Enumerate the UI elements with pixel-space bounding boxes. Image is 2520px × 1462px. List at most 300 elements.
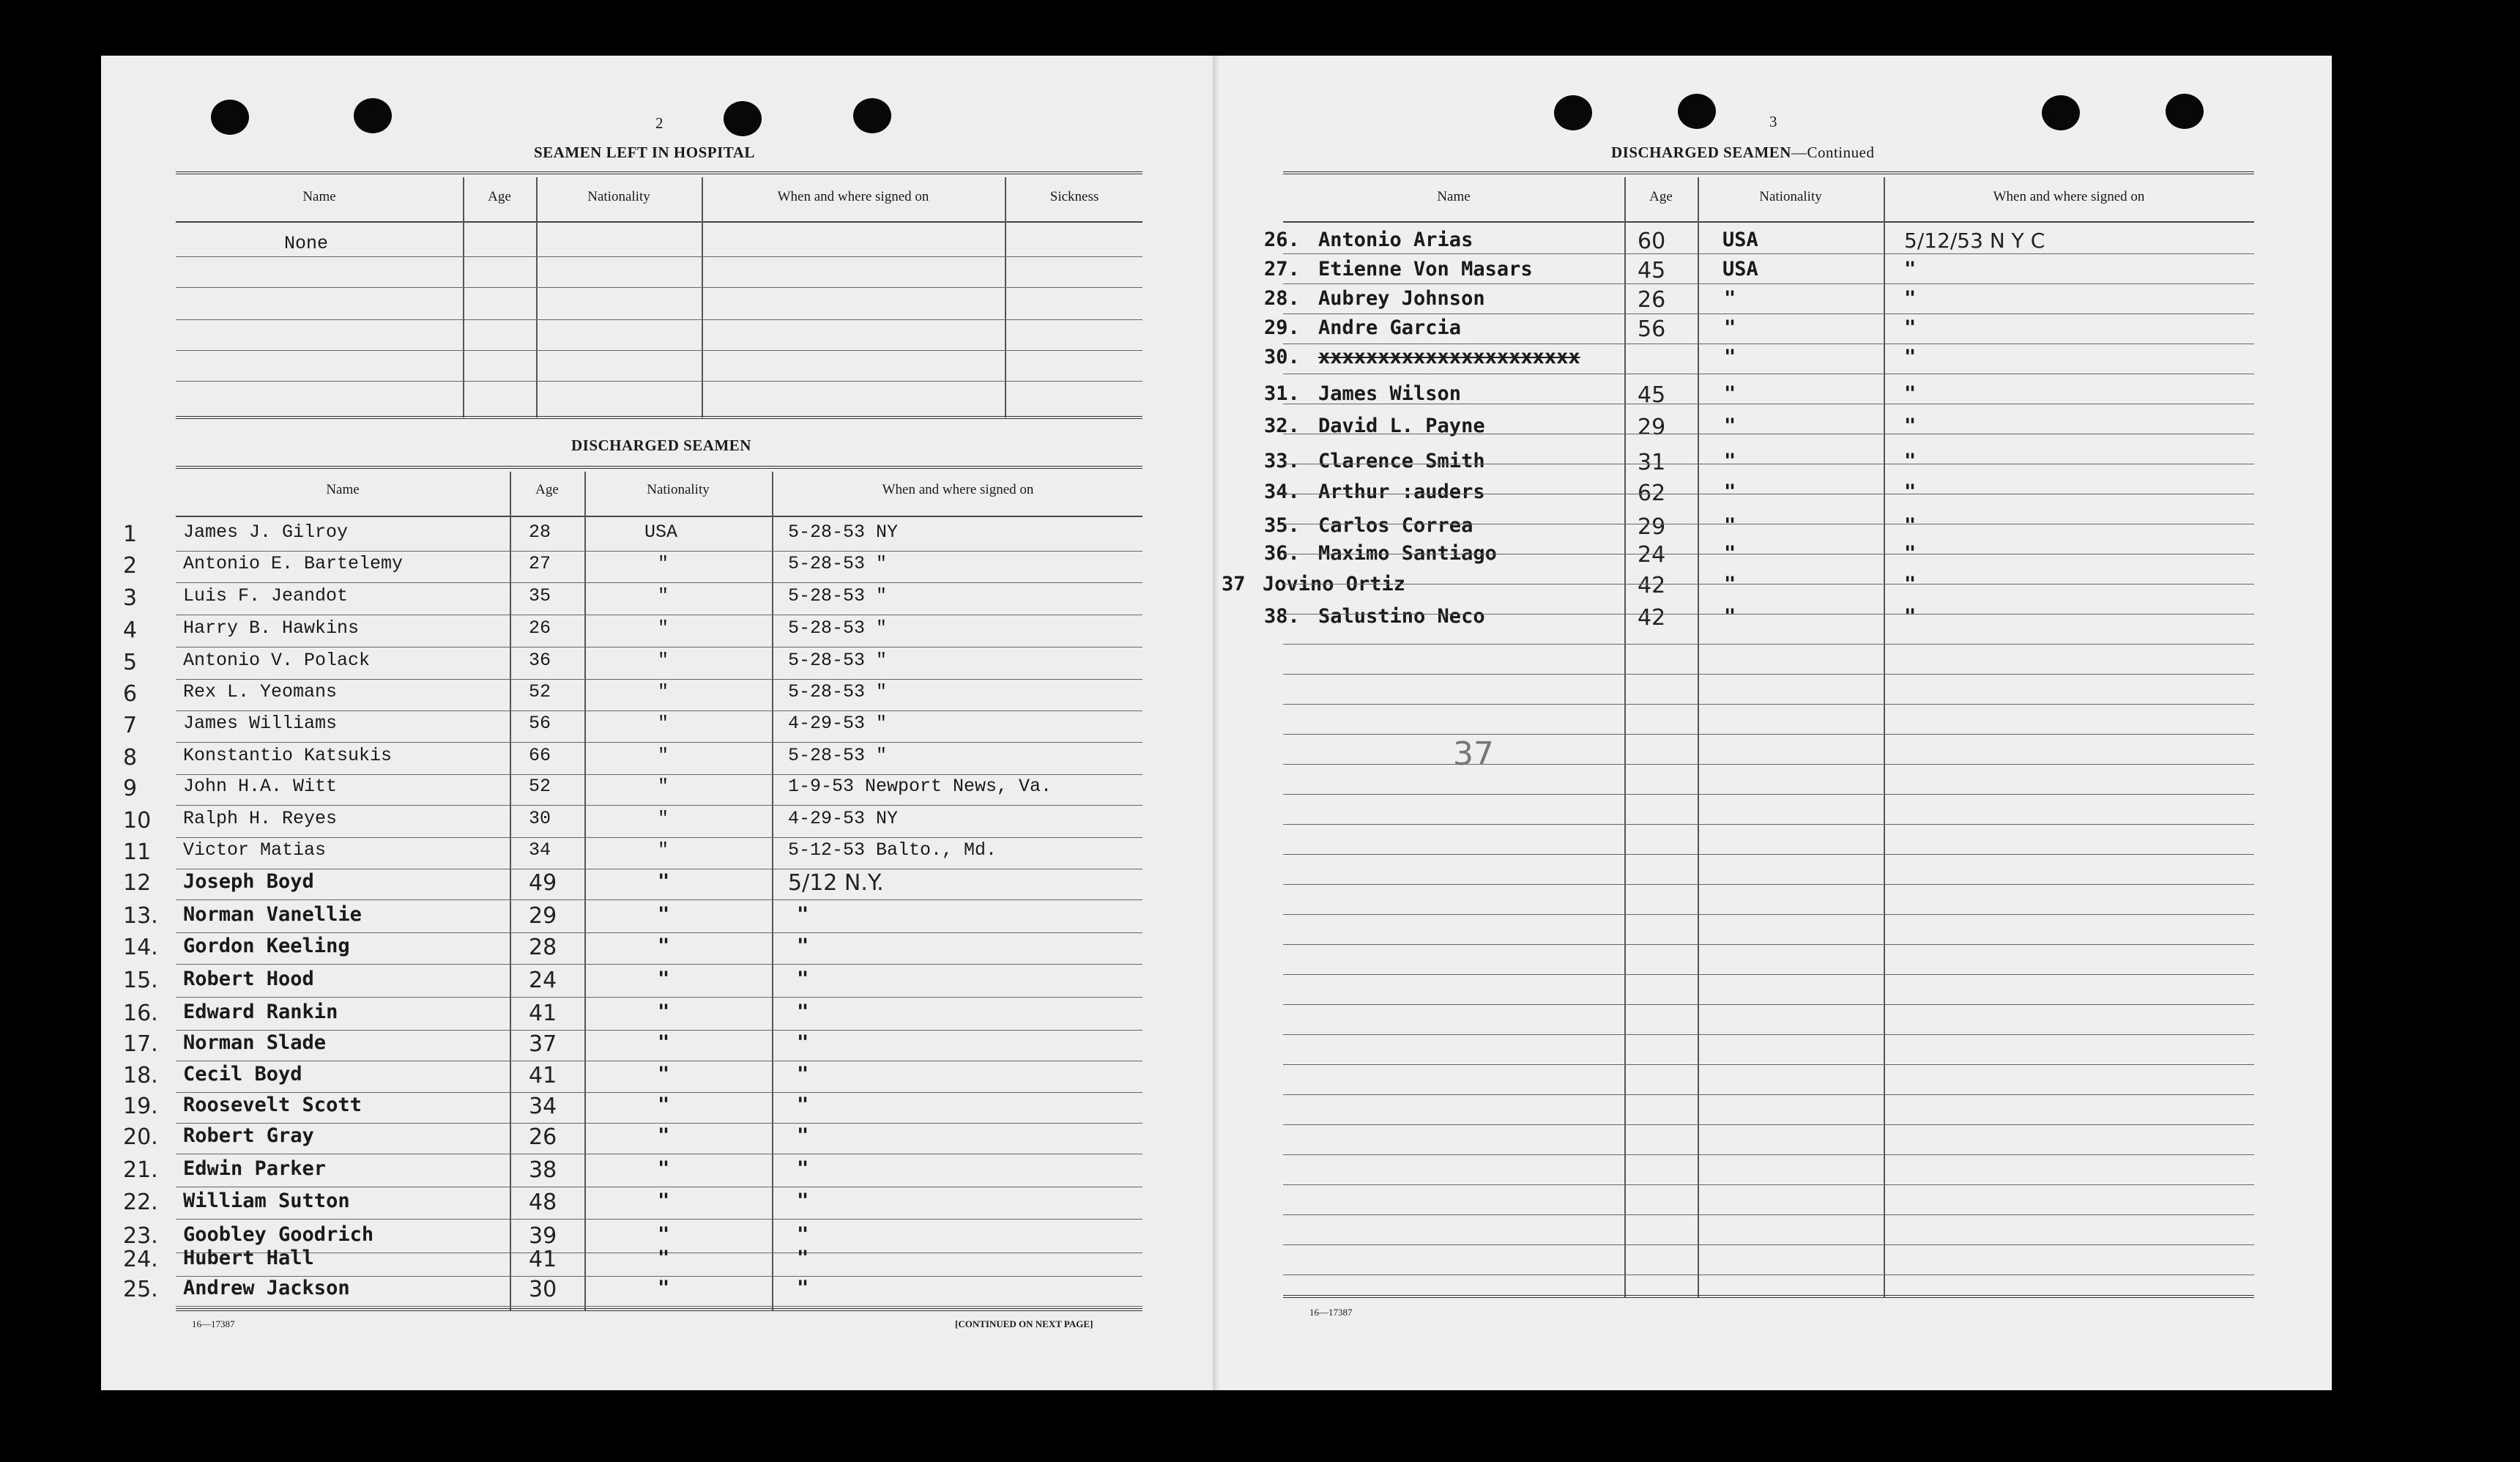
seaman-age: 39 bbox=[529, 1223, 557, 1249]
seaman-name: Antonio Arias bbox=[1318, 229, 1473, 251]
title-text: DISCHARGED SEAMEN bbox=[1611, 144, 1791, 161]
seaman-age: 41 bbox=[529, 1247, 557, 1272]
seaman-name: Cecil Boyd bbox=[183, 1063, 302, 1086]
row-line bbox=[1283, 1124, 2254, 1125]
seaman-age: 29 bbox=[529, 903, 557, 929]
table-row bbox=[0, 1247, 1172, 1273]
punch-hole bbox=[2166, 94, 2204, 129]
seaman-nationality: USA bbox=[644, 522, 678, 543]
seaman-nationality: " bbox=[658, 1247, 670, 1269]
right-page bbox=[1219, 56, 2332, 1390]
seaman-name: Jovino Ortiz bbox=[1263, 573, 1406, 595]
row-line bbox=[176, 710, 1142, 711]
seaman-name: Norman Slade bbox=[183, 1031, 327, 1054]
seaman-nationality: " bbox=[658, 1157, 670, 1180]
row-line bbox=[1283, 1184, 2254, 1185]
column-header: Name bbox=[326, 482, 360, 497]
signed-on: 1-9-53 Newport News, Va. bbox=[788, 776, 1052, 797]
signed-on: " bbox=[797, 1063, 809, 1086]
table-row bbox=[0, 346, 2520, 372]
signed-on: " bbox=[1904, 480, 1917, 503]
seaman-nationality: USA bbox=[1722, 258, 1758, 281]
row-number: 36. bbox=[1264, 542, 1300, 565]
row-number: 18. bbox=[123, 1063, 158, 1088]
table-row bbox=[0, 808, 1172, 834]
seaman-nationality: " bbox=[1724, 346, 1736, 368]
row-number: 20. bbox=[123, 1124, 158, 1150]
seaman-age: 26 bbox=[529, 617, 551, 639]
row-number: 8 bbox=[123, 745, 138, 771]
column-header: Nationality bbox=[1759, 189, 1822, 204]
row-number: 25. bbox=[123, 1277, 158, 1302]
row-number: 12 bbox=[123, 870, 152, 896]
seaman-name: Goobley Goodrich bbox=[183, 1223, 374, 1246]
seaman-name: Carlos Correa bbox=[1318, 514, 1473, 537]
punch-hole bbox=[211, 100, 249, 135]
seaman-age: 60 bbox=[1638, 229, 1666, 254]
row-number: 26. bbox=[1264, 229, 1300, 251]
row-line bbox=[1283, 884, 2254, 885]
seaman-age: 45 bbox=[1638, 258, 1666, 283]
seaman-nationality: " bbox=[658, 808, 669, 829]
seaman-nationality: " bbox=[658, 839, 669, 861]
seaman-age: 49 bbox=[529, 870, 557, 896]
signed-on: 4-29-53 NY bbox=[788, 808, 899, 829]
discharged-continued-title bbox=[1611, 144, 1874, 162]
signed-on: " bbox=[1904, 605, 1917, 628]
signed-on: " bbox=[797, 1223, 809, 1246]
seaman-age: 36 bbox=[529, 650, 551, 671]
seaman-nationality: " bbox=[1724, 605, 1736, 628]
seaman-nationality: " bbox=[658, 1223, 670, 1246]
seaman-name: Antonio E. Bartelemy bbox=[183, 553, 404, 574]
seaman-name: Roosevelt Scott bbox=[183, 1094, 362, 1116]
discharged-title: DISCHARGED SEAMEN bbox=[571, 437, 751, 454]
seaman-name: Robert Gray bbox=[183, 1124, 314, 1147]
row-line bbox=[1283, 1034, 2254, 1035]
row-line bbox=[1283, 313, 2254, 314]
seaman-name: Clarence Smith bbox=[1318, 450, 1485, 472]
tally-note: 37 bbox=[1453, 735, 1494, 773]
seaman-age: 24 bbox=[529, 968, 557, 993]
table-row bbox=[0, 968, 1172, 994]
punch-hole bbox=[1678, 94, 1716, 129]
seaman-nationality: " bbox=[658, 650, 669, 671]
row-line bbox=[1283, 914, 2254, 915]
row-number: 11 bbox=[123, 839, 152, 865]
table-row bbox=[0, 650, 1172, 676]
row-number: 28. bbox=[1264, 287, 1300, 310]
table-row bbox=[0, 1031, 1172, 1058]
hospital-title: SEAMEN LEFT IN HOSPITAL bbox=[534, 144, 755, 161]
signed-on: " bbox=[1904, 542, 1917, 565]
signed-on: 5-28-53 " bbox=[788, 585, 888, 606]
table-row bbox=[0, 1157, 1172, 1184]
column-header: When and where signed on bbox=[882, 482, 1034, 497]
row-line bbox=[1283, 253, 2254, 254]
table-row bbox=[0, 573, 2520, 599]
seaman-age: 26 bbox=[1638, 287, 1666, 313]
row-line bbox=[1283, 854, 2254, 855]
seaman-nationality: " bbox=[658, 1094, 670, 1116]
seaman-name: Etienne Von Masars bbox=[1318, 258, 1533, 281]
row-number: 19. bbox=[123, 1094, 158, 1119]
punch-hole bbox=[354, 98, 392, 133]
seaman-nationality: " bbox=[658, 968, 670, 990]
seaman-nationality: " bbox=[658, 776, 669, 797]
seaman-nationality: " bbox=[658, 903, 670, 926]
row-line bbox=[176, 997, 1142, 998]
seaman-name: Aubrey Johnson bbox=[1318, 287, 1485, 310]
seaman-age: 34 bbox=[529, 839, 551, 861]
signed-on: " bbox=[1904, 382, 1917, 405]
table-rule bbox=[1283, 221, 2254, 223]
row-line bbox=[1283, 283, 2254, 284]
table-row bbox=[0, 903, 1172, 929]
seaman-name: Robert Hood bbox=[183, 968, 314, 990]
seaman-nationality: " bbox=[658, 585, 669, 606]
seaman-nationality: " bbox=[1724, 573, 1736, 595]
row-line bbox=[176, 1092, 1142, 1093]
row-line bbox=[176, 256, 1142, 257]
row-number: 3 bbox=[123, 585, 138, 611]
row-line bbox=[1283, 644, 2254, 645]
row-line bbox=[1283, 584, 2254, 585]
row-number: 24. bbox=[123, 1247, 158, 1272]
form-number: 16—17387 bbox=[1309, 1307, 1353, 1318]
table-row bbox=[0, 935, 1172, 961]
seaman-age: 30 bbox=[529, 808, 551, 829]
seaman-age: 29 bbox=[1638, 415, 1666, 440]
signed-on: " bbox=[797, 1247, 809, 1269]
table-row bbox=[0, 542, 2520, 568]
row-number: 27. bbox=[1264, 258, 1300, 281]
row-number: 35. bbox=[1264, 514, 1300, 537]
seaman-age: 41 bbox=[529, 1063, 557, 1088]
row-line bbox=[176, 381, 1142, 382]
seaman-name: Arthur :auders bbox=[1318, 480, 1485, 503]
seaman-name: Antonio V. Polack bbox=[183, 650, 371, 671]
seaman-name: xxxxxxxxxxxxxxxxxxxxxx bbox=[1318, 346, 1580, 368]
seaman-nationality: " bbox=[658, 1124, 670, 1147]
column-header: Name bbox=[1437, 189, 1471, 204]
row-line bbox=[176, 899, 1142, 900]
punch-hole bbox=[2042, 95, 2080, 130]
seaman-nationality: " bbox=[1724, 382, 1736, 405]
row-number: 14. bbox=[123, 935, 158, 960]
seaman-name: Rex L. Yeomans bbox=[183, 681, 338, 702]
seaman-name: David L. Payne bbox=[1318, 415, 1485, 437]
seaman-nationality: " bbox=[1724, 316, 1736, 339]
seaman-name: Luis F. Jeandot bbox=[183, 585, 349, 606]
seaman-nationality: " bbox=[1724, 450, 1736, 472]
seaman-age: 31 bbox=[1638, 450, 1666, 475]
row-line bbox=[176, 742, 1142, 743]
table-row bbox=[0, 287, 2520, 313]
row-number: 5 bbox=[123, 650, 138, 675]
seaman-nationality: " bbox=[658, 870, 670, 893]
seaman-name: Edwin Parker bbox=[183, 1157, 327, 1180]
row-number: 38. bbox=[1264, 605, 1300, 628]
row-line bbox=[176, 1030, 1142, 1031]
signed-on: " bbox=[1904, 415, 1917, 437]
seaman-nationality: " bbox=[1724, 514, 1736, 537]
seaman-name: John H.A. Witt bbox=[183, 776, 338, 797]
seaman-name: Joseph Boyd bbox=[183, 870, 314, 893]
seaman-nationality: " bbox=[658, 617, 669, 639]
table-row bbox=[0, 382, 2520, 409]
table-row bbox=[0, 1063, 1172, 1089]
row-number: 23. bbox=[123, 1223, 158, 1249]
row-number: 10 bbox=[123, 808, 152, 834]
signed-on: 5-28-53 " bbox=[788, 617, 888, 639]
table-rule bbox=[176, 1308, 1142, 1311]
seaman-age: 37 bbox=[529, 1031, 557, 1057]
row-line bbox=[176, 1219, 1142, 1220]
table-row bbox=[0, 415, 2520, 441]
signed-on: " bbox=[1904, 450, 1917, 472]
signed-on: " bbox=[1904, 346, 1917, 368]
row-line bbox=[1283, 734, 2254, 735]
row-line bbox=[1283, 1154, 2254, 1155]
row-line bbox=[176, 679, 1142, 680]
seaman-nationality: " bbox=[658, 713, 669, 734]
page-number: 3 bbox=[1769, 113, 1777, 130]
column-header: Age bbox=[535, 482, 559, 497]
signed-on: 5-28-53 " bbox=[788, 681, 888, 702]
signed-on: " bbox=[1904, 258, 1917, 281]
row-line bbox=[1283, 1244, 2254, 1245]
row-number: 4 bbox=[123, 617, 138, 643]
signed-on: " bbox=[797, 935, 809, 957]
signed-on: " bbox=[797, 1001, 809, 1023]
row-number: 32. bbox=[1264, 415, 1300, 437]
signed-on: " bbox=[797, 1157, 809, 1180]
row-number: 15. bbox=[123, 968, 158, 993]
signed-on: " bbox=[1904, 573, 1917, 595]
signed-on: " bbox=[1904, 316, 1917, 339]
row-number: 1 bbox=[123, 522, 138, 547]
table-row bbox=[0, 514, 2520, 541]
table-rule bbox=[176, 171, 1142, 174]
row-line bbox=[1283, 824, 2254, 825]
table-rule bbox=[1283, 171, 2254, 174]
seaman-nationality: " bbox=[1724, 542, 1736, 565]
row-number: 21. bbox=[123, 1157, 158, 1183]
seaman-age: 52 bbox=[529, 776, 551, 797]
seaman-age: 41 bbox=[529, 1001, 557, 1026]
seaman-age: 48 bbox=[529, 1190, 557, 1215]
row-line bbox=[1283, 614, 2254, 615]
signed-on: " bbox=[797, 968, 809, 990]
seaman-age: 56 bbox=[529, 713, 551, 734]
row-line bbox=[1283, 1094, 2254, 1095]
seaman-nationality: " bbox=[658, 935, 670, 957]
seaman-age: 34 bbox=[529, 1094, 557, 1119]
row-line bbox=[1283, 944, 2254, 945]
seaman-age: 52 bbox=[529, 681, 551, 702]
row-line bbox=[176, 837, 1142, 838]
seaman-age: 66 bbox=[529, 745, 551, 766]
seaman-name: Norman Vanellie bbox=[183, 903, 362, 926]
row-line bbox=[1283, 704, 2254, 705]
seaman-name: Andre Garcia bbox=[1318, 316, 1462, 339]
column-header: Sickness bbox=[1049, 189, 1099, 204]
row-number: 6 bbox=[123, 681, 138, 707]
column-header: Name bbox=[302, 189, 336, 204]
seaman-age: 56 bbox=[1638, 316, 1666, 342]
seaman-name: Salustino Neco bbox=[1318, 605, 1485, 628]
row-number: 37 bbox=[1222, 573, 1246, 595]
column-header: Nationality bbox=[587, 189, 650, 204]
row-line bbox=[1283, 1274, 2254, 1275]
punch-hole bbox=[1554, 95, 1592, 130]
row-line bbox=[176, 1306, 1142, 1307]
row-line bbox=[1283, 1064, 2254, 1065]
seaman-name: Hubert Hall bbox=[183, 1247, 314, 1269]
seaman-age: 28 bbox=[529, 935, 557, 960]
seaman-age: 29 bbox=[1638, 514, 1666, 540]
seaman-name: James J. Gilroy bbox=[183, 522, 349, 543]
table-row bbox=[0, 316, 2520, 343]
seaman-nationality: " bbox=[1724, 287, 1736, 310]
row-number: 9 bbox=[123, 776, 138, 801]
seaman-age: 42 bbox=[1638, 573, 1666, 598]
row-line bbox=[1283, 764, 2254, 765]
signed-on: " bbox=[797, 903, 809, 926]
table-row bbox=[0, 1190, 1172, 1216]
column-header: Nationality bbox=[647, 482, 710, 497]
form-number: 16—17387 bbox=[192, 1318, 235, 1329]
row-number: 13. bbox=[123, 903, 158, 929]
row-line bbox=[176, 932, 1142, 933]
table-row bbox=[0, 450, 2520, 476]
row-line bbox=[176, 964, 1142, 965]
row-number: 22. bbox=[123, 1190, 158, 1215]
seaman-nationality: " bbox=[658, 1277, 670, 1299]
signed-on: 5/12 N.Y. bbox=[788, 870, 884, 896]
table-row bbox=[0, 681, 1172, 708]
row-line bbox=[1283, 974, 2254, 975]
row-number: 34. bbox=[1264, 480, 1300, 503]
row-number: 16. bbox=[123, 1001, 158, 1026]
seaman-nationality: " bbox=[658, 1063, 670, 1086]
seaman-name: Maximo Santiago bbox=[1318, 542, 1497, 565]
signed-on: 5-12-53 Balto., Md. bbox=[788, 839, 997, 861]
table-row bbox=[0, 839, 1172, 866]
seaman-name: Andrew Jackson bbox=[183, 1277, 350, 1299]
column-header: When and where signed on bbox=[1993, 189, 2145, 204]
table-row bbox=[0, 258, 2520, 284]
table-row bbox=[0, 1094, 1172, 1120]
table-rule bbox=[1283, 1295, 2254, 1298]
signed-on: 5-28-53 " bbox=[788, 553, 888, 574]
row-line bbox=[1283, 674, 2254, 675]
seaman-nationality: " bbox=[658, 745, 669, 766]
seaman-nationality: " bbox=[658, 1031, 670, 1054]
row-number: 33. bbox=[1264, 450, 1300, 472]
row-line bbox=[1283, 1214, 2254, 1215]
row-number: 2 bbox=[123, 553, 138, 579]
column-header: Age bbox=[1649, 189, 1673, 204]
seaman-name: Victor Matias bbox=[183, 839, 327, 861]
seaman-name: Edward Rankin bbox=[183, 1001, 338, 1023]
table-row bbox=[0, 776, 1172, 802]
seaman-nationality: USA bbox=[1722, 229, 1758, 251]
table-row bbox=[0, 1124, 1172, 1151]
seaman-nationality: " bbox=[658, 681, 669, 702]
column-header: When and where signed on bbox=[777, 189, 929, 204]
seaman-nationality: " bbox=[1724, 415, 1736, 437]
punch-hole bbox=[853, 98, 891, 133]
title-continued: —Continued bbox=[1791, 144, 1875, 161]
seaman-name: Ralph H. Reyes bbox=[183, 808, 338, 829]
hospital-entry: None bbox=[284, 233, 329, 254]
seaman-age: 35 bbox=[529, 585, 551, 606]
seaman-age: 26 bbox=[529, 1124, 557, 1150]
seaman-age: 24 bbox=[1638, 542, 1666, 568]
seaman-age: 42 bbox=[1638, 605, 1666, 631]
seaman-age: 45 bbox=[1638, 382, 1666, 408]
seaman-name: Harry B. Hawkins bbox=[183, 617, 360, 639]
seaman-name: James Wilson bbox=[1318, 382, 1462, 405]
signed-on: 4-29-53 " bbox=[788, 713, 888, 734]
signed-on: 5-28-53 " bbox=[788, 650, 888, 671]
seaman-name: James Williams bbox=[183, 713, 338, 734]
seaman-name: William Sutton bbox=[183, 1190, 350, 1212]
table-row bbox=[0, 745, 1172, 771]
signed-on: " bbox=[1904, 514, 1917, 537]
page-number: 2 bbox=[655, 114, 664, 132]
signed-on: " bbox=[1904, 287, 1917, 310]
signed-on: 5-28-53 " bbox=[788, 745, 888, 766]
table-row bbox=[0, 1001, 1172, 1027]
row-line bbox=[1283, 794, 2254, 795]
seaman-nationality: " bbox=[658, 553, 669, 574]
row-line bbox=[176, 774, 1142, 775]
signed-on: " bbox=[797, 1190, 809, 1212]
column-header: Age bbox=[488, 189, 511, 204]
seaman-nationality: " bbox=[1724, 480, 1736, 503]
signed-on: " bbox=[797, 1094, 809, 1116]
row-line bbox=[176, 805, 1142, 806]
signed-on: " bbox=[797, 1277, 809, 1299]
table-row bbox=[0, 713, 1172, 739]
table-row bbox=[0, 1277, 1172, 1303]
row-line bbox=[1283, 1004, 2254, 1005]
row-number: 29. bbox=[1264, 316, 1300, 339]
seaman-age: 27 bbox=[529, 553, 551, 574]
seaman-name: Gordon Keeling bbox=[183, 935, 350, 957]
continued-note: [CONTINUED ON NEXT PAGE] bbox=[955, 1318, 1093, 1329]
signed-on: 5-28-53 NY bbox=[788, 522, 899, 543]
seaman-age: 38 bbox=[529, 1157, 557, 1183]
seaman-nationality: " bbox=[658, 1001, 670, 1023]
table-row bbox=[0, 1223, 1172, 1250]
table-row bbox=[0, 870, 1172, 897]
signed-on: " bbox=[797, 1124, 809, 1147]
row-number: 30. bbox=[1264, 346, 1300, 368]
row-line bbox=[176, 1123, 1142, 1124]
table-row bbox=[0, 605, 2520, 631]
seaman-age: 28 bbox=[529, 522, 551, 543]
signed-on: " bbox=[797, 1031, 809, 1054]
row-number: 31. bbox=[1264, 382, 1300, 405]
row-number: 7 bbox=[123, 713, 138, 738]
table-rule bbox=[176, 221, 1142, 223]
seaman-age: 62 bbox=[1638, 480, 1666, 506]
seaman-nationality: " bbox=[658, 1190, 670, 1212]
